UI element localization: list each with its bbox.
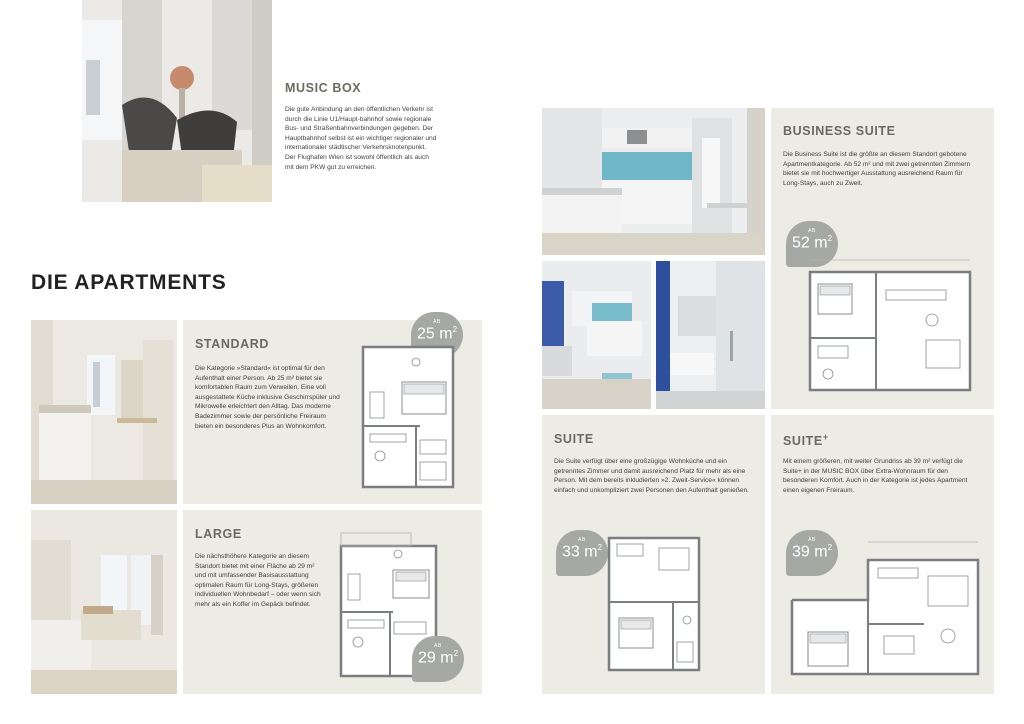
badge-size: 25 m <box>416 325 453 343</box>
large-size-badge <box>412 636 464 682</box>
badge-ab-label: AB <box>808 537 816 543</box>
living-photo <box>542 261 651 409</box>
suite-floor-plan <box>603 534 703 674</box>
badge-sup: 2 <box>827 234 833 243</box>
suite-plus-text: Mit einem größeren, mit weiter Grundriss ab 39 m² verfügt die Suite+ in der MUSIC BOX über Extra-Wohnraum für den besonderen Komfort. Auch in der Kategorie ist jedes Apartment einen eigenen Freiraum. <box>783 458 968 494</box>
music-box-title: MUSIC BOX <box>285 81 362 95</box>
badge-sup: 2 <box>452 325 458 334</box>
bathroom-photo <box>656 261 765 409</box>
page-title: DIE APARTMENTS <box>31 271 227 294</box>
business-text: Die Business Suite ist die größte an diesem Standort gebotene Apartmentkategorie. Ab 52 m² und mit zwei getrennten Zimmern bietet sie mit hochwertiger Ausstattung ausreichend Raum für Long-Stays, auch zu Zweit. <box>783 151 971 187</box>
suite-text: Die Suite verfügt über eine großzügige Wohnküche und ein getrenntes Zimmer und damit ausreichend Platz für mehr als eine Person. Mit dem bereits inkludierten »2. Zweit-Service« können einfach und unkompliziert zwei Personen den Aufenthalt genießen. <box>554 458 750 494</box>
badge-sup: 2 <box>597 543 603 552</box>
standard-floor-plan <box>360 344 456 490</box>
large-text: Die nächsthöhere Kategorie an diesem Standort bietet mit einer Fläche ab 29 m² und mit umfassender Basisausstattung optimalen Raum für Long-Stays, größeren individuellen Wohnbedarf – oder wenn sich mehr als ein Koffer im Gepäck befindet. <box>195 553 321 608</box>
suite-size-badge <box>556 530 608 576</box>
badge-size: 39 m <box>791 543 828 561</box>
suite-plus-title <box>783 432 829 448</box>
kitchen-photo <box>542 108 765 255</box>
standard-text: Die Kategorie »Standard« ist optimal für den Aufenthalt einer Person. Ab 25 m² bietet sie komfortablen Raum zum Verweilen. Eine voll ausgestattete Küche inklusive Geschirrspüler und Mikrowelle erleichtert den Alltag. Das moderne Badezimmer sowie der persönliche Freiraum bieten ein besonderes Plus an Wohnkomfort. <box>195 365 340 430</box>
standard-title: STANDARD <box>195 337 270 351</box>
badge-ab-label: AB <box>808 228 816 234</box>
badge-size: 33 m <box>561 543 598 561</box>
badge-sup: 2 <box>453 649 459 658</box>
business-title: BUSINESS SUITE <box>783 124 896 138</box>
music-box-photo <box>82 0 272 202</box>
standard-photo <box>31 320 177 504</box>
badge-ab-label: AB <box>433 319 441 325</box>
suite-plus-floor-plan <box>788 536 984 678</box>
badge-size: 29 m <box>417 649 454 667</box>
large-photo <box>31 510 177 694</box>
badge-ab-label: AB <box>434 643 442 649</box>
large-title: LARGE <box>195 527 242 541</box>
badge-sup: 2 <box>827 543 833 552</box>
business-floor-plan <box>806 250 976 396</box>
badge-size: 52 m <box>791 234 828 252</box>
suite-title: SUITE <box>554 432 594 446</box>
music-box-text: Die gute Anbindung an den öffentlichen Verkehr ist durch die Linie U1/Haupt-bahnhof sowie regionale Bus- und Straßenbahnverbindungen gegeben. Der Hauptbahnhof selbst ist ein wichtiger regionaler und internationaler städtischer Verkehrsknotenpunkt. Der Flughafen Wien ist sowohl öffentlich als auch mit dem PKW gut zu erreichen. <box>285 106 437 171</box>
badge-ab-label: AB <box>578 537 586 543</box>
suite-plus-title-sup: + <box>822 432 829 442</box>
suite-plus-title-text: SUITE <box>783 434 823 449</box>
